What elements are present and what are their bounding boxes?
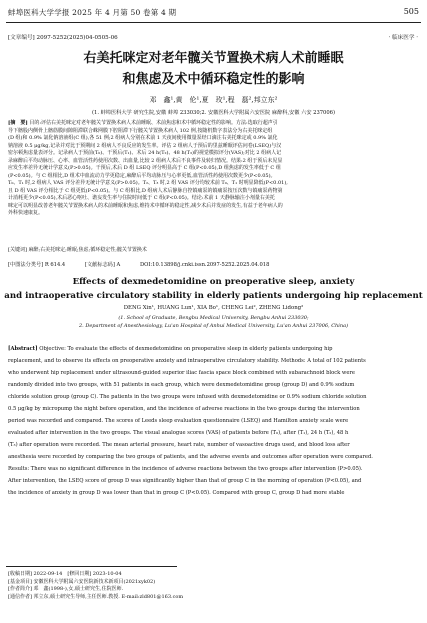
abstract-en-line: Results: There was no significant difference in the incidence of adverse reactions between the two groups after intervention (P>0.05).	[8, 466, 363, 472]
funding: [基金项目] 安徽医科大学附属六安医院新技术新项目(2021xyk02)	[8, 578, 156, 585]
abstract-cn-line: 导下髂股内侧骨上髂筋膜间隙阻滞联合蛛网膜下腔阻滞下行髋关节置换术病人 102 例,按随机数字表法分为右美托咪定组	[8, 127, 273, 134]
doi: DOI:10.13898/j.cnki.issn.2097-5252.2025.04.018	[139, 262, 270, 268]
abstract-en-line: chloride solution group (group C). The patients in the two groups were infused with dexmedetomidine or 0.9% sodium chloride solution	[8, 394, 367, 400]
abstract-cn-line: 密尔顿焦虑量表评分。记录病人于预前(T₀)、干预后(T₁)、术后 24 h(T₂)、48 h(T₃)的视觉模拟评分(VAS);对比 2 组病人记	[8, 150, 282, 156]
abstract-cn-line: T₀、T₁ 时,2 组病人 VAS 评分差异无统计学意义(P>0.05)。T₂、T₃ 时,2 组 VAS 评分均较术前 T₀、T₁ 时明显降低(P<0.01),	[8, 180, 288, 186]
author-bio: [作者简介] 邓 鑫(1998-),女,硕士研究生,住院医师.	[8, 586, 124, 593]
footnotes	[8, 571, 420, 601]
abstract-en-label: [Abstract]	[8, 346, 38, 352]
affiliations-en-line1: (1. School of Graduate, Bengbu Medical University, Bengbu Anhui 233030;	[118, 315, 309, 321]
abstract-en-line: randomly divided into two groups, with 51 patients in each group, which were dexmedetomidine group (group D) and 0.9% sodium	[8, 382, 355, 388]
column-label: · 临床医学 ·	[388, 35, 418, 41]
abstract-en-line: After intervention, the LSEQ score of group D was significantly higher than that of group C in the morning of operation (P<0.05), and	[8, 478, 362, 484]
abstract-en-line: [Abstract] Objective: To evaluate the effects of dexmedetomidine on preoperative sleep in elderly patients undergoing hip	[8, 346, 333, 352]
abstract-cn-line: 钠溶液 0.5 μg/kg,记录并对比于预期间 2 组病人不良反应的发生率。评估 2 组病人于预后的里兹睡眠评估问卷(LSEQ)与汉	[8, 142, 282, 149]
affiliations-cn: (1. 蚌埠医科大学 研究生院,安徽 蚌埠 233030;2. 安徽医科大学附属六安医院 麻醉科,安徽 六安 237006)	[92, 110, 335, 116]
abstract-en-line: anesthesia were recorded by comparing the two groups of patients, and the adverse events and outcomes after operation were compared.	[8, 454, 373, 460]
abstract-en-line: period was recorded and compared. The scores of Leeds sleep evaluation questionnaire (LSEQ) and Hamilton anxiety scale were	[8, 418, 349, 424]
abstract-cn-line: 且 D 组 VAS 评分相比于 C 组更低(P<0.05)。与 C 组相比,D 组病人术后静脉自控镇痛泵的镇痛泵按压次数与镇痛泵药物第	[8, 187, 283, 194]
abstract-cn-line: 应发生率差异无统计学意义(P>0.05)。干预后,术后 D 组 LSEQ 评分明显高于 C 组(P<0.05),D 组焦虑的发生率低于 C 组	[8, 165, 281, 171]
abstract-cn-line: [摘 要] 目的:评估右美托咪定对老年髋关节置换术病人术前睡眠、术前焦虑和术中循环稳定性的影响。方法:选取行超声引	[8, 120, 278, 126]
title-cn-line2: 和焦虑及术中循环稳定性的影响	[122, 72, 305, 87]
footnote-rule	[6, 566, 177, 567]
abstract-en-line: (T₃) after operation were recorded. The mean arterial pressure, heart rate, number of vasoactive drugs used, and blood loss after	[8, 442, 350, 448]
title-en-line1: Effects of dexmedetomidine on preoperative sleep, anxiety	[72, 277, 355, 287]
abstract-en-line: 0.5 μg/kg by micropump the night before operation, and the incidence of adverse reactions in the two groups during the intervention	[8, 406, 360, 412]
authors-cn: 邓 鑫¹,黄 伦¹,夏 玫¹,程 磊²,邦立东²	[149, 96, 278, 104]
abstract-en-line: who underwent hip replacement under ultrasound-guided superior iliac fascia space block combined with subarachnoid block were	[8, 370, 355, 376]
title-cn-line1: 右美托咪定对老年髋关节置换术病人术前睡眠	[83, 51, 344, 66]
abstract-en-line: replacement, and to observe its effects on preoperative anxiety and intraoperative circulatory stability. Methods: A total of 102 patients	[8, 358, 366, 364]
abstract-en-line: the incidence of anxiety in group D was lower than that in group C (P<0.05). Compared with group C, group D had more stable	[8, 490, 345, 496]
title-en-line2: and intraoperative circulatory stability in elderly patients undergoing hip replacement	[4, 291, 423, 301]
abstract-cn-line: 计消耗更少(P<0.05),术后恶心呕吐、谵妄发生率与住院时间低于 C 组(P<0.05)。结论:术前 1 天静脉输注小剂量右美托	[8, 195, 275, 201]
page-number: 505	[403, 7, 419, 16]
received-date: [收稿日期] 2022-09-14 [修回日期] 2023-10-04	[8, 571, 122, 577]
abstract-cn-line: 咪定可以明显改善老年髋关节置换术病人的术前睡眠和焦虑,维持术中循环的稳定性,减少术后并发症的发生,有益于老年病人的	[8, 202, 283, 209]
affiliations-en-line2: 2. Department of Anesthesiology, Lu'an Hospital of Anhui Medical University, Lu'an Anhui 237006, China)	[78, 323, 349, 329]
abstract-cn-label: [摘 要]	[8, 120, 28, 126]
document-code: [文献标志码] A	[84, 262, 121, 268]
abstract-cn-line: (D 组)和 0.9% 氯化钠溶液组(C 组),各 51 例;2 组病人分别在术前 1 天夜间使用微量泵经口滴注右美托咪定或 0.9% 氯化	[8, 135, 278, 141]
running-header-title: 蚌埠医科大学学报 2025 年 4 月第 50 卷第 4 期	[8, 8, 177, 17]
abstract-cn-line: (P<0.05)。与 C 组相比,D 组术中血流动力学更稳定,麻醉后平均动脉压与心率更低,血管活性药使用次数更少(P<0.05)。	[8, 172, 276, 179]
header-rule	[6, 22, 421, 23]
keywords-cn: [关键词] 麻醉;右美托咪定;睡眠;焦虑;循环稳定性;髋关节置换术	[8, 247, 147, 253]
article-number: [文章编号] 2097-5252(2025)04-0505-06	[8, 35, 118, 41]
authors-en: DENG Xin¹, HUANG Lun¹, XIA Bo¹, CHENG Lei², ZHENG Lidong²	[123, 305, 304, 311]
article-meta	[8, 33, 418, 41]
abstract-en-line: evaluated after intervention in the two groups. The visual analogue scores (VAS) of patients before (T₀), after (T₁), 24 h (T₂), 48 h	[8, 430, 349, 436]
classification-line	[8, 261, 420, 268]
clc-number: [中图法分类号] R 614.4	[8, 262, 66, 268]
abstract-cn-line: 录麻醉后平均动脉压、心率、血管活性药使用次数、出血量,比较 2 组病人术后不良事件及转归情况。结果:2 组于预后未见显	[8, 157, 283, 164]
abstract-cn-line: 外科快速康复。	[8, 210, 44, 216]
corresponding-author: [通信作者] 邦立东,硕士研究生导师,主任医师.教授. E-mail:zld801@163.com	[8, 593, 184, 600]
